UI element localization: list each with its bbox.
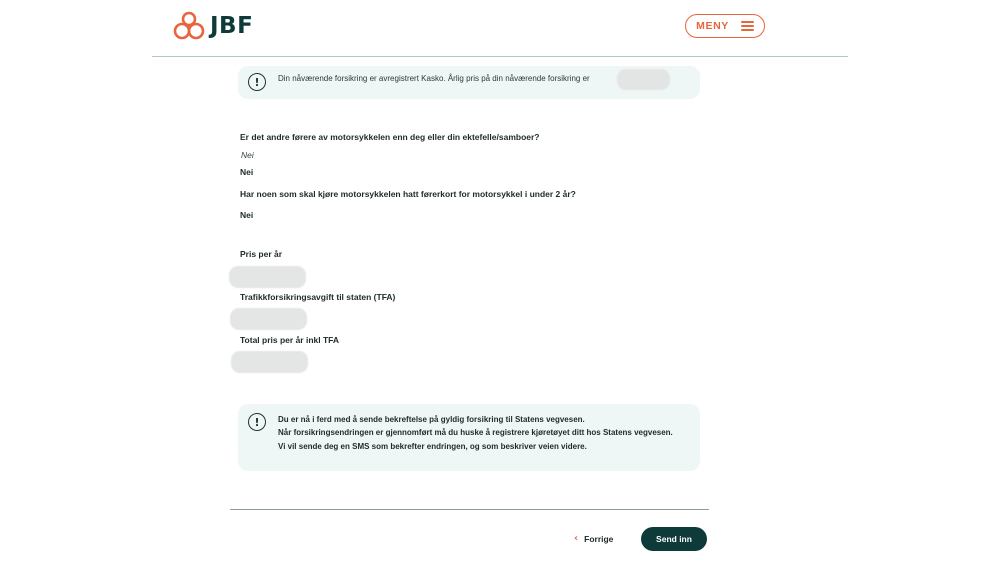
exclamation-circle-icon: ! [248, 73, 266, 91]
redacted-total-price [231, 351, 308, 373]
redacted-current-price [617, 69, 670, 90]
notice-line: Vi vil sende deg en SMS som bekrefter endringen, og som beskriver veien videre. [278, 441, 587, 451]
total-price-label: Total pris per år inkl TFA [240, 335, 340, 345]
logo-text: JBF [210, 13, 254, 39]
redacted-price-per-year [229, 266, 306, 288]
redacted-tfa [230, 308, 307, 330]
menu-button[interactable] [685, 14, 765, 38]
header-divider [152, 56, 848, 57]
footer-divider [230, 509, 709, 510]
tfa-label: Trafikkforsikringsavgift til staten (TFA) [240, 292, 396, 302]
jbf-logo[interactable] [173, 10, 253, 42]
notice-text [278, 413, 688, 453]
notice-line: Du er nå i ferd med å sende bekreftelse på gyldig forsikring til Statens vegvesen. [278, 415, 585, 424]
exclamation-circle-icon: ! [248, 413, 266, 431]
previous-label: Forrige [584, 533, 614, 544]
answer-new-license: Nei [240, 210, 254, 220]
answer-hint: Nei [241, 150, 254, 160]
answer-other-drivers: Nei [240, 167, 254, 177]
chevron-left-icon: ‹ [574, 533, 579, 544]
price-per-year-label: Pris per år [240, 249, 283, 259]
question-new-license: Har noen som skal kjøre motorsykkelen hatt førerkort for motorsykkel i under 2 år? [240, 189, 576, 199]
question-other-drivers: Er det andre førere av motorsykkelen enn deg eller din ektefelle/samboer? [240, 132, 540, 142]
submit-button[interactable]: Send inn [641, 527, 707, 551]
previous-button[interactable] [574, 533, 613, 544]
current-insurance-notice [238, 66, 700, 99]
logo-mark-icon [173, 10, 206, 42]
notice-line: Når forsikringsendringen er gjennomført må du huske å registrere kjøretøyet ditt hos Statens vegvesen. [278, 428, 673, 438]
menu-label: MENY [696, 20, 729, 32]
submit-confirmation-notice [238, 404, 700, 471]
notice-text: Din nåværende forsikring er avregistrert Kasko. Årlig pris på din nåværende forsikring er [278, 74, 590, 83]
hamburger-icon [741, 21, 754, 31]
site-header [0, 0, 1000, 57]
